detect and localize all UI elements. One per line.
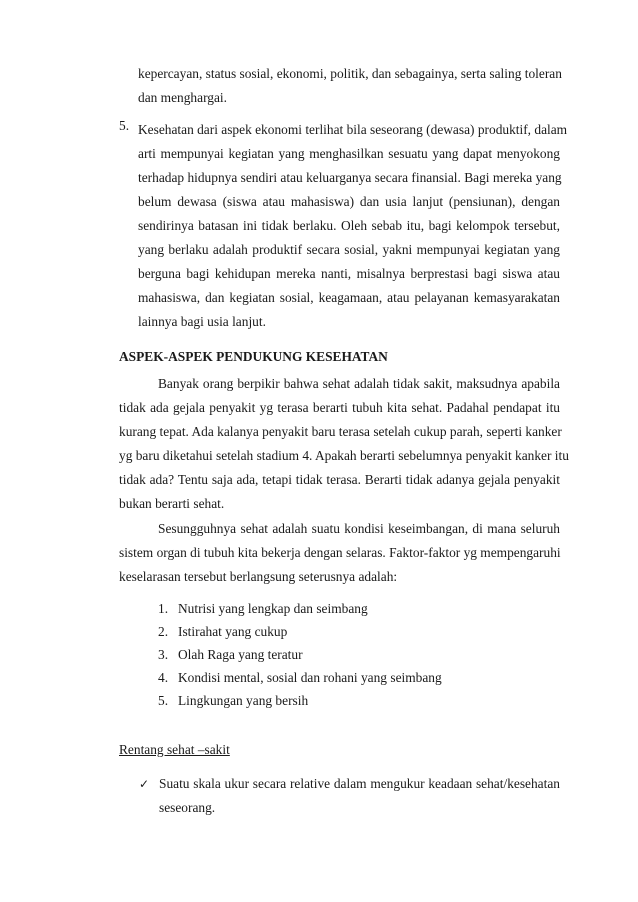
- factor-text: Istirahat yang cukup: [178, 624, 288, 639]
- checkmark-icon: ✓: [139, 777, 150, 791]
- item5-line-5: sendirinya batasan ini tidak berlaku. Oleh sebab itu, bagi kelompok tersebut,: [138, 218, 560, 233]
- p2-line-3: keselarasan tersebut berlangsung seterusnya adalah:: [119, 569, 398, 584]
- factor-text: Lingkungan yang bersih: [178, 693, 309, 708]
- item5-line-2: arti mempunyai kegiatan yang menghasilkan sesuatu yang dapat menyokong: [138, 146, 560, 161]
- list-item-5-number: 5.: [119, 118, 130, 133]
- factor-number: 3.: [158, 647, 169, 662]
- p1-line-3: kurang tepat. Ada kalanya penyakit baru terasa setelah cukup parah, seperti kanker: [119, 424, 562, 439]
- p1-line-2: tidak ada gejala penyakit yg terasa berarti tubuh kita sehat. Padahal pendapat itu: [119, 400, 560, 415]
- subheading-text: Rentang sehat –sakit: [119, 742, 230, 757]
- list-item: [158, 643, 558, 666]
- item5-line-9: lainnya bagi usia lanjut.: [138, 314, 266, 329]
- factor-number: 1.: [158, 601, 169, 616]
- factor-number: 5.: [158, 693, 169, 708]
- list-item: [158, 597, 558, 620]
- item5-line-7: berguna bagi kehidupan mereka nanti, misalnya berprestasi bagi siswa atau: [138, 266, 560, 281]
- paragraph-2: [119, 517, 560, 589]
- list-item: [158, 620, 558, 643]
- list-item-5-text: [138, 118, 568, 334]
- continued-line-2: dan menghargai.: [138, 90, 227, 105]
- item5-line-8: mahasiswa, dan kegiatan sosial, keagamaan, atau pelayanan kemasyarakatan: [138, 290, 560, 305]
- p2-line-2: sistem organ di tubuh kita bekerja dengan selaras. Faktor-faktor yg mempengaruhi: [119, 545, 561, 560]
- subheading: [119, 738, 560, 762]
- paragraph-1: [119, 372, 569, 516]
- factor-text: Olah Raga yang teratur: [178, 647, 303, 662]
- list-item: [158, 689, 558, 712]
- item5-line-1: Kesehatan dari aspek ekonomi terlihat bila seseorang (dewasa) produktif, dalam: [138, 122, 568, 137]
- section-heading: ASPEK-ASPEK PENDUKUNG KESEHATAN: [119, 349, 388, 364]
- continued-list-item: [138, 62, 560, 110]
- continued-line-1: kepercayan, status sosial, ekonomi, politik, dan sebagainya, serta saling toleran: [138, 66, 562, 81]
- factors-list: [158, 597, 558, 712]
- check-line-1: Suatu skala ukur secara relative dalam mengukur keadaan sehat/kesehatan: [159, 776, 560, 791]
- item5-line-6: yang berlaku adalah produktif secara sosial, yakni mempunyai kegiatan yang: [138, 242, 560, 257]
- p2-line-1: Sesungguhnya sehat adalah suatu kondisi keseimbangan, di mana seluruh: [158, 521, 560, 536]
- factor-number: 4.: [158, 670, 169, 685]
- check-line-2: seseorang.: [159, 800, 216, 815]
- checklist-text: [159, 772, 560, 820]
- p1-line-6: bukan berarti sehat.: [119, 496, 225, 511]
- list-item: [158, 666, 558, 689]
- factor-number: 2.: [158, 624, 169, 639]
- item5-line-4: belum dewasa (siswa atau mahasiswa) dan usia lanjut (pensiunan), dengan: [138, 194, 560, 209]
- item5-line-3: terhadap hidupnya sendiri atau keluarganya secara finansial. Bagi mereka yang: [138, 170, 562, 185]
- p1-line-4: yg baru diketahui setelah stadium 4. Apakah berarti sebelumnya penyakit kanker itu: [119, 448, 569, 463]
- factor-text: Nutrisi yang lengkap dan seimbang: [178, 601, 368, 616]
- factor-text: Kondisi mental, sosial dan rohani yang seimbang: [178, 670, 442, 685]
- p1-line-1: Banyak orang berpikir bahwa sehat adalah tidak sakit, maksudnya apabila: [158, 376, 560, 391]
- p1-line-5: tidak ada? Tentu saja ada, tetapi tidak terasa. Berarti tidak adanya gejala penyakit: [119, 472, 560, 487]
